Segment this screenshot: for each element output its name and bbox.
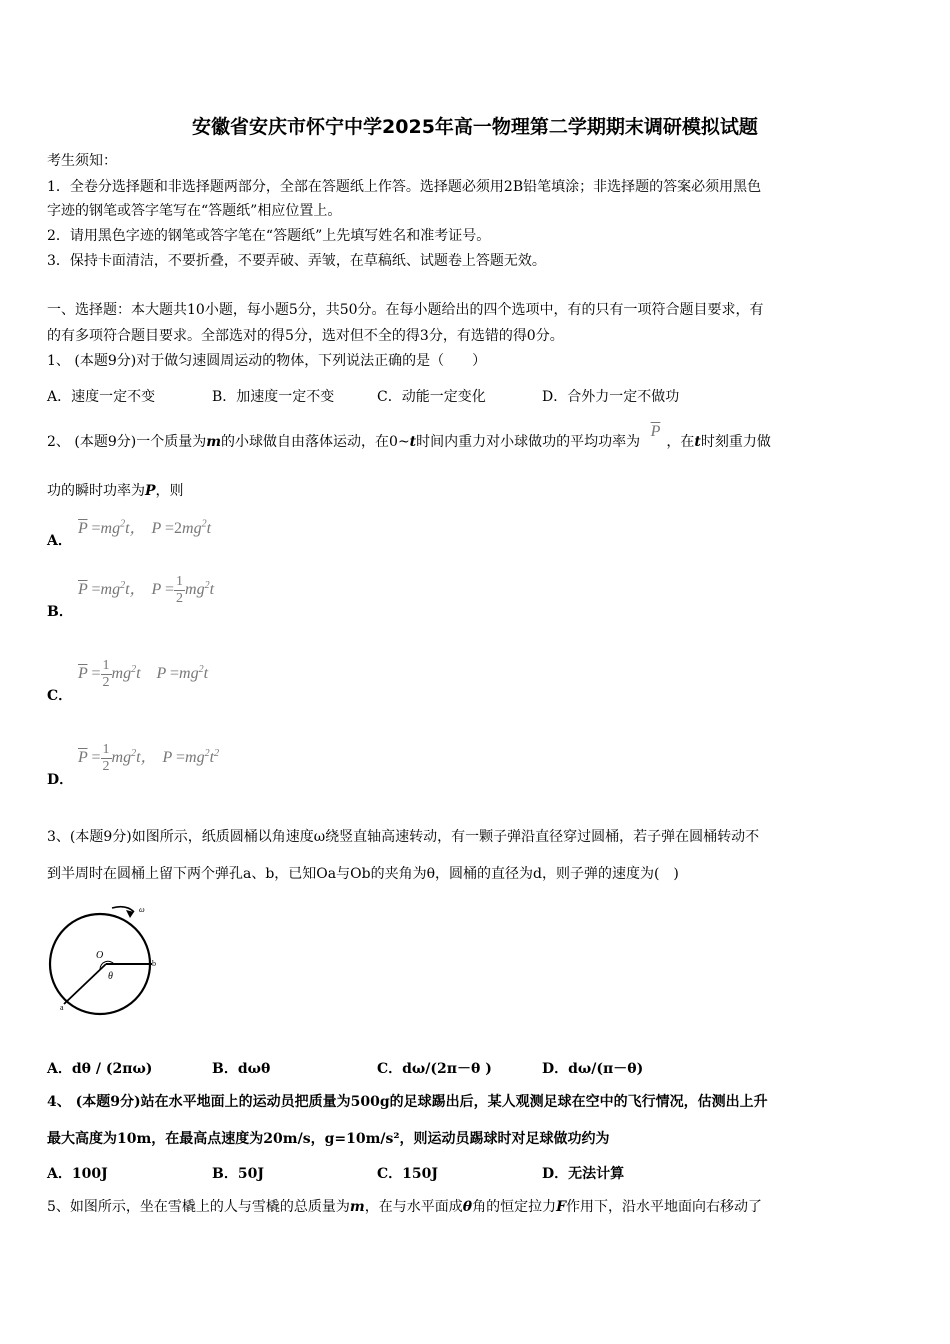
theta-label: θ [108, 971, 113, 982]
q2-stem-line-1: 2、 (本题9分)一个质量为m的小球做自由落体运动，在0~t时间内重力对小球做功的平均功率为 $\overline{P}$，在t时刻重力做 [47, 423, 771, 450]
q2-option-b-formula: $\overline{P} =mg^2t$， P = $\frac{1}{2}$ $mg^2t$ [78, 574, 215, 606]
section-intro-line-2: 的有多项符合题目要求。全部选对的得5分，选对但不全的得3分，有选错的得0分。 [47, 328, 564, 344]
notice-item-1-line-1: 1．全卷分选择题和非选择题两部分，全部在答题纸上作答。选择题必须用2B铅笔填涂；非选择题的答案必须用黑色 [47, 179, 762, 195]
q3-stem-line-1: 3、(本题9分)如图所示，纸质圆桶以角速度ω绕竖直轴高速转动，有一颗子弹沿直径穿过圆桶，若子弹在圆桶转动不 [47, 829, 760, 845]
q5-stem: 5、如图所示，坐在雪橇上的人与雪橇的总质量为m，在与水平面成θ角的恒定拉力F作用下，沿水平地面向右移动了 [47, 1199, 763, 1215]
q2-option-d-label: D． [47, 772, 74, 788]
radius-oa [64, 964, 106, 1004]
notice-heading: 考生须知： [47, 153, 117, 169]
omega-label: ω [139, 905, 145, 914]
q4-stem-line-2: 最大高度为10m，在最高点速度为20m/s，g=10m/s²，则运动员踢球时对足球做功约为 [47, 1131, 610, 1147]
section-intro-line-1: 一、选择题：本大题共10小题，每小题5分，共50分。在每小题给出的四个选项中，有的只有一项符合题目要求，有 [47, 302, 764, 318]
q4-option-d: D．无法计算 [542, 1166, 625, 1182]
q4-option-c: C．150J [377, 1166, 438, 1182]
o-label: O [96, 950, 104, 961]
page-title: 安徽省安庆市怀宁中学2025年高一物理第二学期期末调研模拟试题 [192, 116, 758, 138]
notice-item-2: 2．请用黑色字迹的钢笔或答字笔在“答题纸”上先填写姓名和准考证号。 [47, 228, 491, 244]
q3-option-b: B．dωθ [212, 1061, 271, 1077]
b-label: b [152, 959, 156, 968]
a-label: a [60, 1003, 64, 1012]
q1-stem: 1、 (本题9分)对于做匀速圆周运动的物体，下列说法正确的是（ ） [47, 353, 487, 369]
q1-option-c: C．动能一定变化 [377, 389, 486, 405]
q2-option-d-formula: $\overline{P}$ = $\frac{1}{2}$ $mg^2t$， $P =mg^2t^2$ [78, 742, 220, 774]
q1-option-d: D．合外力一定不做功 [542, 389, 680, 405]
q1-option-a: A．速度一定不变 [47, 389, 156, 405]
q2-option-c-label: C． [47, 688, 73, 704]
q4-option-b: B．50J [212, 1166, 264, 1182]
q2-option-a-label: A． [47, 533, 72, 549]
q4-option-a: A．100J [47, 1166, 108, 1182]
q2-option-b-label: B． [47, 604, 73, 620]
q2-stem-line-2: 功的瞬时功率为P，则 [47, 483, 184, 499]
q2-option-c-formula: $\overline{P}$ = $\frac{1}{2}$ $mg^2t$ $P =mg^2t$ [78, 658, 209, 690]
q2-option-a-formula: $\overline{P} =mg^2t$， $P =2mg^2t$ [78, 518, 212, 537]
q3-option-a: A．dθ / (2πω) [47, 1061, 153, 1077]
notice-item-3: 3．保持卡面清洁，不要折叠，不要弄破、弄皱，在草稿纸、试题卷上答题无效。 [47, 253, 546, 269]
q3-option-c: C．dω/(2π－θ ) [377, 1061, 492, 1077]
q1-option-b: B．加速度一定不变 [212, 389, 335, 405]
q3-stem-line-2: 到半周时在圆桶上留下两个弹孔a、b，已知Oa与Ob的夹角为θ，圆桶的直径为d，则子弹的速度为( ) [47, 866, 679, 882]
q3-option-d: D．dω/(π－θ) [542, 1061, 644, 1077]
q4-stem-line-1: 4、 (本题9分)站在水平地面上的运动员把质量为500g的足球踢出后，某人观测足球在空中的飞行情况，估测出上升 [47, 1094, 768, 1110]
rotating-cylinder-figure [44, 898, 168, 1016]
notice-item-1-line-2: 字迹的钢笔或答字笔写在“答题纸”相应位置上。 [47, 203, 342, 219]
